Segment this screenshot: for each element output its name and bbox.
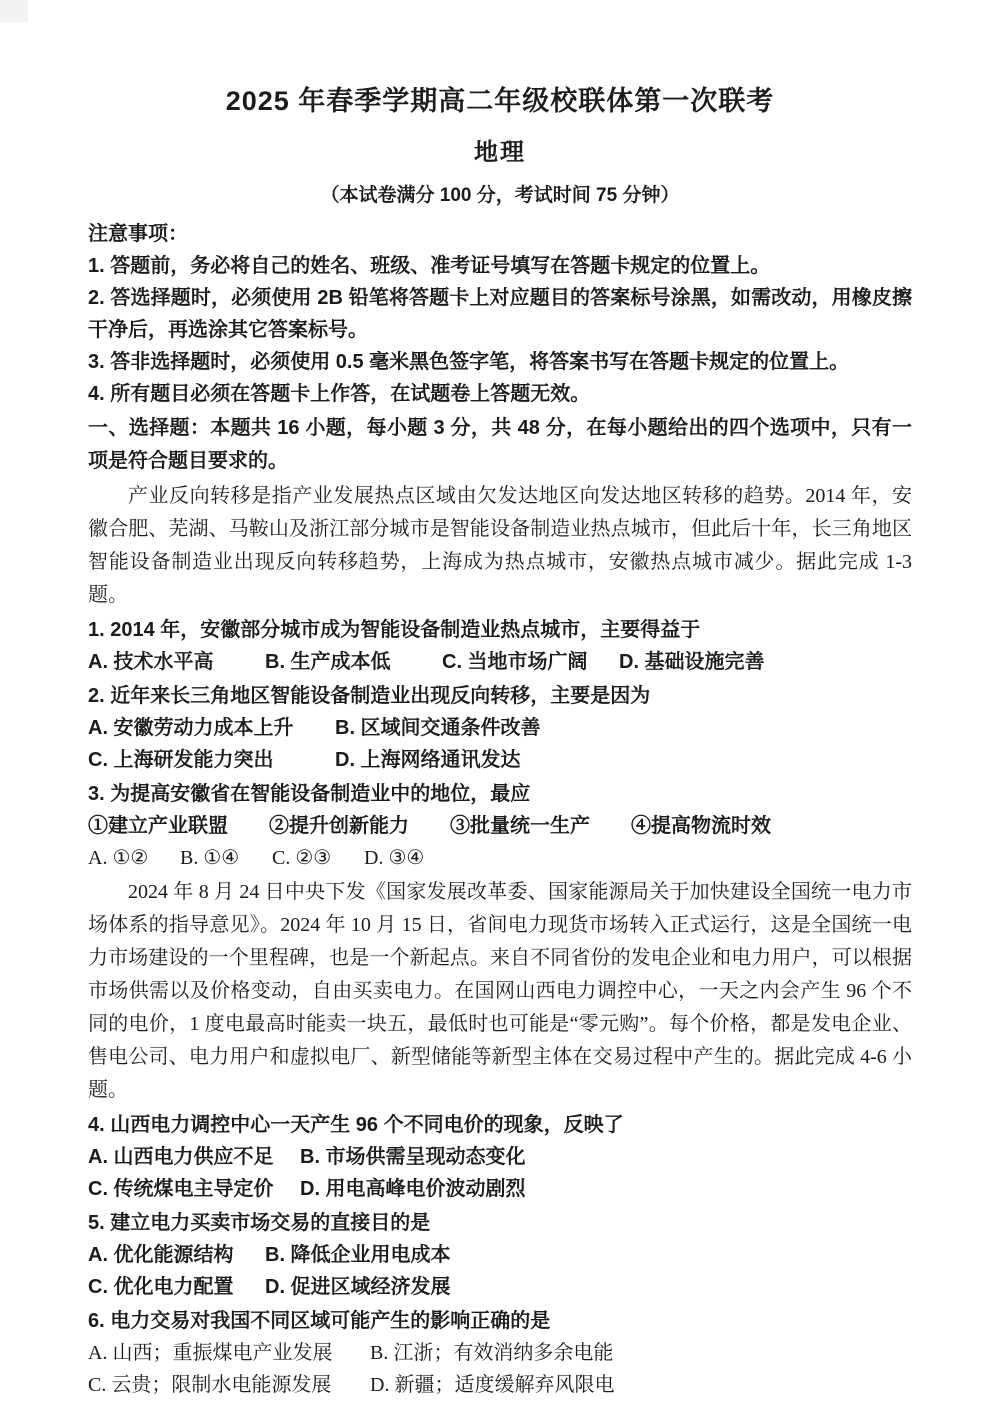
question-3-stem: 3. 为提高安徽省在智能设备制造业中的地位，最应 [88,783,531,805]
page-title: 2025 年春季学期高二年级校联体第一次联考 [225,86,775,116]
question-6-stem: 6. 电力交易对我国不同区域可能产生的影响正确的是 [88,1310,551,1332]
question-5 [88,1207,912,1303]
item-1: ①建立产业联盟 [88,815,228,837]
question-5-stem: 5. 建立电力买卖市场交易的直接目的是 [88,1212,431,1234]
option-d: D. 用电高峰电价波动剧烈 [300,1178,526,1200]
subject-title: 地理 [474,139,526,166]
item-4: ④提高物流时效 [631,815,771,837]
option-a: A. 山西；重振煤电产业发展 [88,1342,333,1364]
notice-heading: 注意事项： [88,223,188,245]
question-4-stem: 4. 山西电力调控中心一天产生 96 个不同电价的现象，反映了 [88,1114,624,1136]
option-d: D. 上海网络通讯发达 [335,749,521,771]
question-1-options [88,646,912,678]
notice-section [88,218,912,410]
question-4-options-row-1 [88,1141,912,1173]
option-c: C. 当地市场广阔 [442,651,588,673]
item-2: ②提升创新能力 [269,815,409,837]
scan-artifact [0,0,28,22]
item-3: ③批量统一生产 [450,815,590,837]
option-d: D. 新疆；适度缓解弃风限电 [370,1374,615,1396]
option-a: A. 山西电力供应不足 [88,1146,274,1168]
question-3 [88,778,912,874]
question-5-options-row-1 [88,1239,912,1271]
option-c: C. 云贵；限制水电能源发展 [88,1374,332,1396]
question-6-options-row-2 [88,1369,912,1401]
option-b: B. 市场供需呈现动态变化 [300,1146,526,1168]
exam-info: （本试卷满分 100 分，考试时间 75 分钟） [320,185,680,206]
section-heading: 一、选择题：本题共 16 小题，每小题 3 分，共 48 分，在每小题给出的四个选项中，只有一项是符合题目要求的。 [88,417,912,472]
notice-item-3: 3. 答非选择题时，必须使用 0.5 毫米黑色签字笔，将答案书写在答题卡规定的位置上。 [88,351,850,373]
question-1-stem: 1. 2014 年，安徽部分城市成为智能设备制造业热点城市，主要得益于 [88,619,701,641]
question-2-options-row-2 [88,744,912,776]
option-b: B. 区域间交通条件改善 [335,717,541,739]
question-6 [88,1305,912,1401]
question-1 [88,614,912,678]
question-2-stem: 2. 近年来长三角地区智能设备制造业出现反向转移，主要是因为 [88,685,651,707]
option-d: D. 促进区域经济发展 [265,1276,451,1298]
option-c: C. 传统煤电主导定价 [88,1178,274,1200]
question-3-options [88,842,912,874]
option-d: D. 基础设施完善 [619,651,765,673]
option-a: A. 安徽劳动力成本上升 [88,717,294,739]
question-4 [88,1109,912,1205]
notice-item-1: 1. 答题前，务必将自己的姓名、班级、准考证号填写在答题卡规定的位置上。 [88,255,771,277]
option-b: B. 江浙；有效消纳多余电能 [370,1342,614,1364]
question-4-options-row-2 [88,1173,912,1205]
question-5-options-row-2 [88,1271,912,1303]
option-d: D. ③④ [364,847,425,869]
question-3-items [88,810,912,842]
option-a: A. 技术水平高 [88,651,214,673]
option-a: A. ①② [88,847,149,869]
option-b: B. 生产成本低 [265,651,391,673]
question-2 [88,680,912,776]
passage-1: 产业反向转移是指产业发展热点区域由欠发达地区向发达地区转移的趋势。2014 年，安徽合肥、芜湖、马鞍山及浙江部分城市是智能设备制造业热点城市，但此后十年，长三角地区智能设备制造业出现反向转移趋势，上海成为热点城市，安徽热点城市减少。据此完成 1-3 题。 [88,485,912,606]
option-a: A. 优化能源结构 [88,1244,234,1266]
option-c: C. 上海研发能力突出 [88,749,274,771]
option-b: B. ①④ [180,847,240,869]
passage-2: 2024 年 8 月 24 日中央下发《国家发展改革委、国家能源局关于加快建设全国统一电力市场体系的指导意见》。2024 年 10 月 15 日，省间电力现货市场转入正式运行，这是全国统一电力市场建设的一个里程碑，也是一个新起点。来自不同省份的发电企业和电力用户，可以根据市场供需以及价格变动，自由买卖电力。在国网山西电力调控中心，一天之内会产生 96 个不同的电价，1 度电最高时能卖一块五，最低时也可能是“零元购”。每个价格，都是发电企业、售电公司、电力用户和虚拟电厂、新型储能等新型主体在交易过程中产生的。据此完成 4-6 小题。 [88,881,912,1101]
option-b: B. 降低企业用电成本 [265,1244,451,1266]
notice-item-4: 4. 所有题目必须在答题卡上作答，在试题卷上答题无效。 [88,383,591,405]
question-6-options-row-1 [88,1337,912,1369]
notice-item-2: 2. 答选择题时，必须使用 2B 铅笔将答题卡上对应题目的答案标号涂黑，如需改动，用橡皮擦干净后，再选涂其它答案标号。 [88,287,912,341]
option-c: C. ②③ [272,847,332,869]
option-c: C. 优化电力配置 [88,1276,234,1298]
question-2-options-row-1 [88,712,912,744]
